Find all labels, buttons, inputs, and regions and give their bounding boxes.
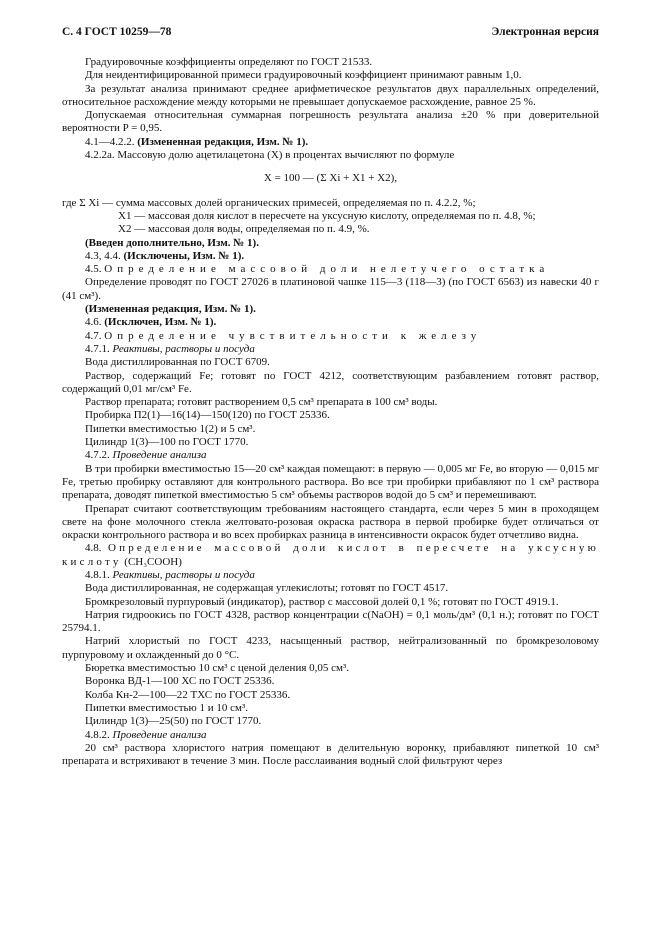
amendment-text: (Исключен, Изм. № 1).: [104, 316, 217, 329]
paragraph: За результат анализа принимают среднее арифметическое результатов двух параллельных определений, относительное расхождение между которыми не превышает допускаемое расхождение, равное 25 %.: [62, 82, 599, 108]
amendment-text: (Исключены, Изм. № 1).: [123, 249, 245, 262]
list-item: Бромкрезоловый пурпуровый (индикатор), раствор с массовой долей 0,1 %; готовят по ГОСТ 4919.1.: [85, 595, 559, 608]
amendment-text: (Измененная редакция, Изм. № 1).: [137, 135, 309, 148]
list-item: Цилиндр 1(3)—100 по ГОСТ 1770.: [85, 436, 249, 449]
list-item: Колба Кн-2—100—22 ТХС по ГОСТ 25336.: [85, 688, 291, 701]
list-item: Цилиндр 1(3)—25(50) по ГОСТ 1770.: [85, 715, 262, 728]
paragraph: Препарат считают соответствующим требованиям настоящего стандарта, если через 5 мин в проходящем свете на фоне молочного стекла желтовато-розовая окраска раствора в первой пробирке будет отличаться от окраски контрольного раствора и во всех пробирках разница в интенсивности окрасок будет отчетливо видна.: [62, 502, 599, 542]
subsection-title: Реактивы, растворы и посуда: [112, 342, 255, 355]
amendment-note: (Измененная редакция, Изм. № 1).: [85, 303, 256, 316]
clause-number: 4.7.: [85, 329, 102, 342]
paragraph: 4.2.2а. Массовую долю ацетилацетона (X) в процентах вычисляют по формуле: [85, 149, 455, 162]
list-item: Раствор препарата; готовят растворением 0,5 см³ препарата в 100 см³ воды.: [85, 396, 438, 409]
list-item: Пипетки вместимостью 1(2) и 5 см³.: [85, 422, 256, 435]
subsection-heading: [62, 569, 599, 582]
section-formula: (CH₃COOH): [124, 555, 182, 568]
list-item: Натрия гидроокись по ГОСТ 4328, раствор концентрации c(NaOH) = 0,1 моль/дм³ (0,1 н.); готовят по ГОСТ 25794.1.: [62, 608, 599, 635]
clause-number: 4.3, 4.4.: [85, 249, 121, 262]
clause-number: 4.8.: [85, 542, 102, 555]
clause-number: 4.7.2.: [85, 449, 110, 462]
clause-number: 4.8.2.: [85, 728, 110, 741]
formula-legend-item: X1 — массовая доля кислот в пересчете на уксусную кислоту, определяемая по п. 4.8, %;: [118, 209, 536, 222]
list-item: Вода дистиллированная, не содержащая углекислоты; готовят по ГОСТ 4517.: [85, 582, 449, 595]
clause-number: 4.6.: [85, 316, 102, 329]
formula-legend-item: X2 — массовая доля воды, определяемая по п. 4.9, %.: [118, 223, 370, 236]
section-title: Определение массовой доли кислот в пересчете на уксусную кислоту: [62, 542, 600, 568]
subsection-heading: [62, 343, 599, 356]
paragraph: Градуировочные коэффициенты определяют по ГОСТ 21533.: [85, 56, 373, 68]
clause-number: 4.1—4.2.2.: [85, 135, 135, 148]
section-heading: [62, 330, 599, 343]
section-heading: [62, 263, 599, 276]
clause-number: 4.5.: [85, 263, 102, 276]
header-standard-number: С. 4 ГОСТ 10259—78: [62, 26, 172, 38]
clause-number: 4.8.1.: [85, 568, 110, 581]
paragraph: В три пробирки вместимостью 15—20 см³ каждая помещают: в первую — 0,005 мг Fe, во вторую — 0,015 мг Fe, третью пробирку оставляют для контрольного раствора. Во все три пробирки прибавляют по 1 см³ раствора препарата, доводят пипеткой вместимостью 5 см³ объемы растворов водой до 5 см³ и перемешивают.: [62, 462, 599, 502]
section-title: Определение массовой доли нелетучего остатка: [104, 263, 550, 276]
subsection-title: Проведение анализа: [112, 449, 207, 462]
paragraph: Допускаемая относительная суммарная погрешность результата анализа ±20 % при доверительной вероятности P = 0,95.: [62, 109, 599, 135]
subsection-heading: [62, 729, 599, 742]
list-item: Воронка ВД-1—100 ХС по ГОСТ 25336.: [85, 675, 275, 688]
formula-legend-item: где Σ Xi — сумма массовых долей органических примесей, определяемая по п. 4.2.2, %;: [62, 196, 476, 209]
subsection-title: Реактивы, растворы и посуда: [112, 568, 255, 581]
page-header: [62, 26, 599, 42]
clause-number: 4.7.1.: [85, 342, 110, 355]
amendment-note: [62, 136, 599, 149]
list-item: Вода дистиллированная по ГОСТ 6709.: [85, 356, 270, 369]
subsection-title: Проведение анализа: [112, 728, 207, 741]
document-body: [62, 56, 599, 768]
list-item: Пипетки вместимостью 1 и 10 см³.: [85, 701, 249, 714]
paragraph: Определение проводят по ГОСТ 27026 в платиновой чашке 115—3 (118—3) (по ГОСТ 6563) из навески 40 г (41 см³).: [62, 276, 599, 302]
header-edition: Электронная версия: [491, 26, 599, 38]
amendment-note: [62, 250, 599, 263]
paragraph: Для неидентифицированной примеси градуировочный коэффициент принимают равным 1,0.: [85, 69, 522, 82]
formula: X = 100 — (Σ Xi + X1 + X2),: [263, 172, 398, 185]
amendment-note: [62, 316, 599, 329]
subsection-heading: [62, 449, 599, 462]
list-item: Пробирка П2(1)—16(14)—150(120) по ГОСТ 25336.: [85, 409, 330, 422]
section-heading: [62, 542, 599, 569]
list-item: Раствор, содержащий Fe; готовят по ГОСТ 4212, соответствующим разбавлением готовят раствор, содержащий 0,01 мг/см³ Fe.: [62, 369, 599, 395]
amendment-note: (Введен дополнительно, Изм. № 1).: [85, 236, 259, 249]
list-item: Натрий хлористый по ГОСТ 4233, насыщенный раствор, нейтрализованный по бромкрезоловому пурпуровому и охлажденный до 0 °С.: [62, 635, 599, 661]
section-title: Определение чувствительности к железу: [104, 329, 482, 342]
list-item: Бюретка вместимостью 10 см³ с ценой деления 0,05 см³.: [85, 662, 350, 675]
paragraph: 20 см³ раствора хлористого натрия помещают в делительную воронку, прибавляют пипеткой 10 см³ препарата и встряхивают в течение 3 мин. После расслаивания водный слой фильтруют через: [62, 741, 599, 768]
